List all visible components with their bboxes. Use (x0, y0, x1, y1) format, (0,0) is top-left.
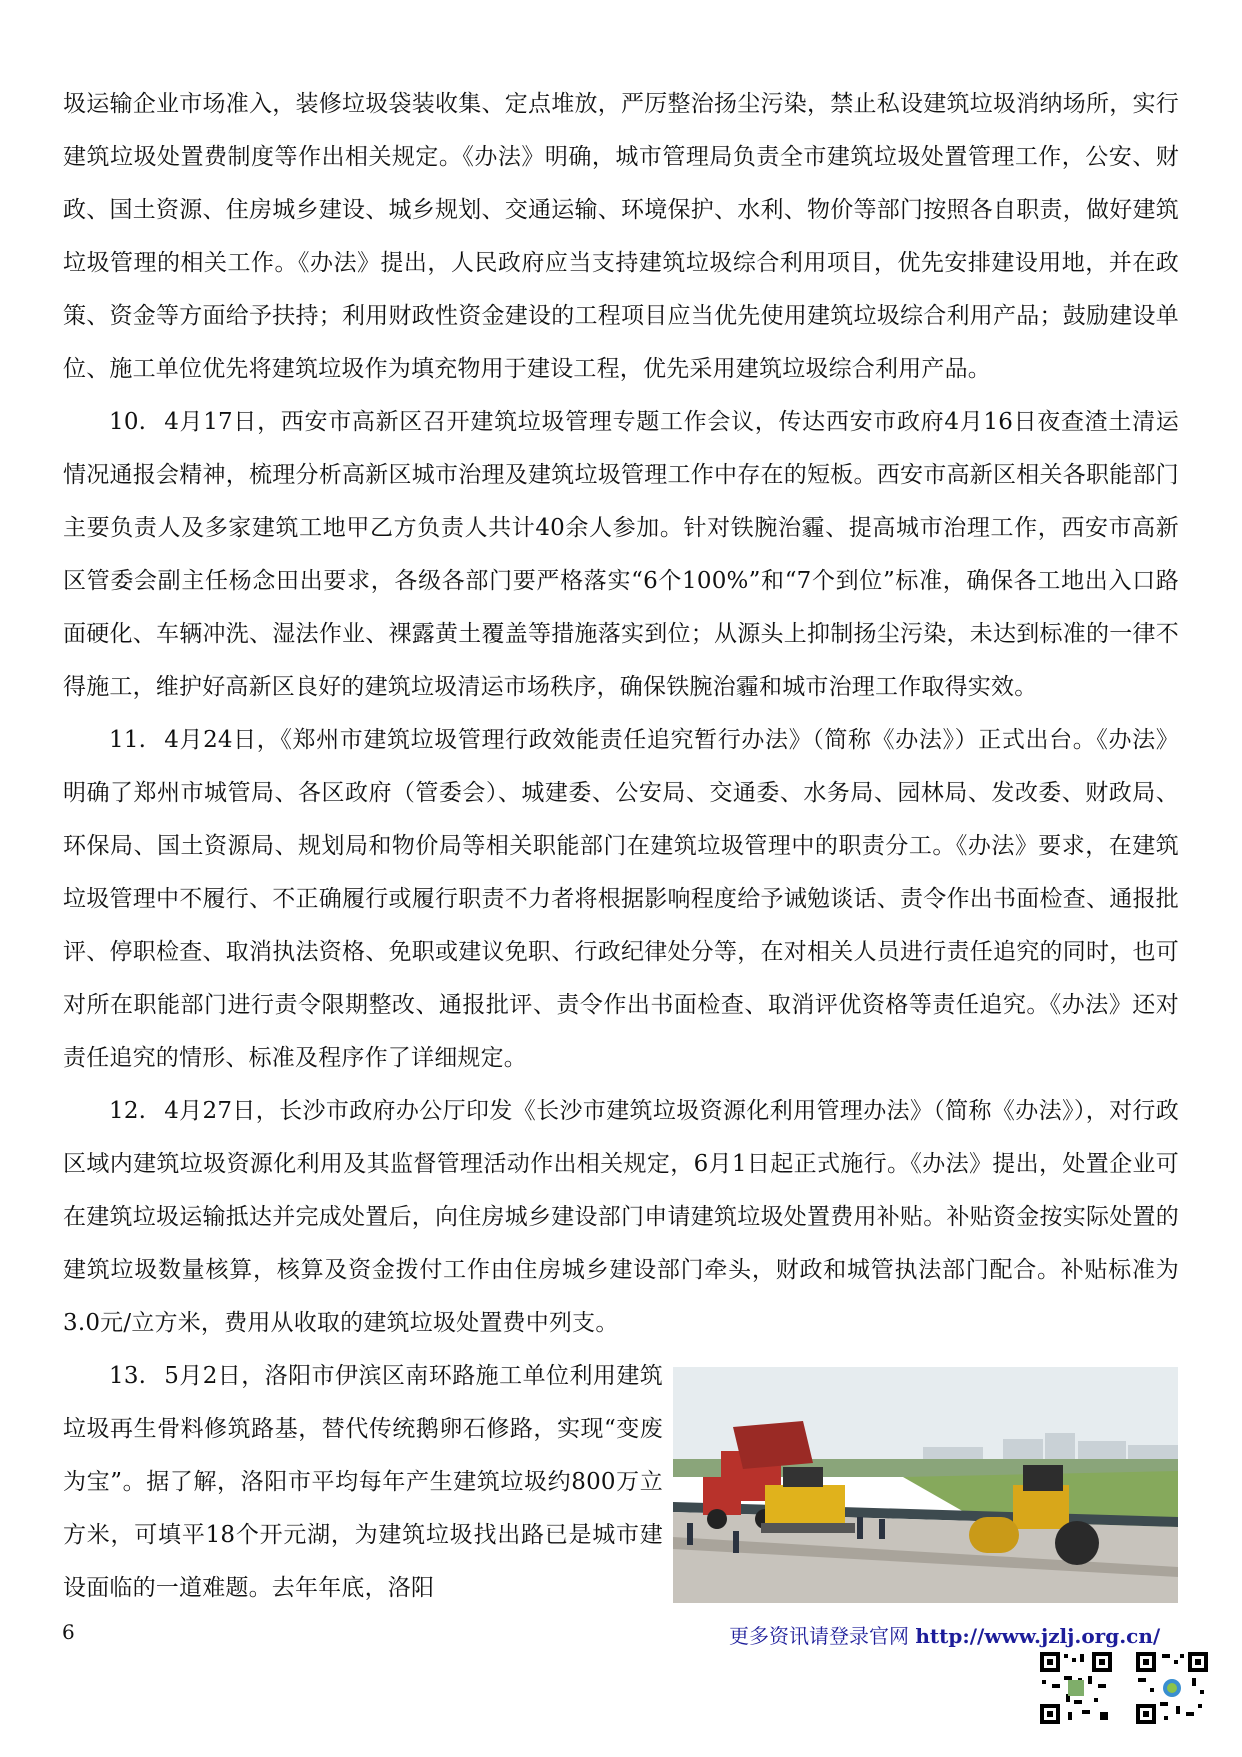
qr-code-icon (1134, 1650, 1210, 1726)
paragraph-13 (63, 1350, 663, 1615)
paragraph-number: 10. (109, 409, 147, 435)
paragraph-text: 4月24日，《郑州市建筑垃圾管理行政效能责任追究暂行办法》（简称《办法》）正式出台。《办法》明确了郑州市城管局、各区政府（管委会）、城建委、公安局、交通委、水务局、园林局、发改委、财政局、环保局、国土资源局、规划局和物价局等相关职能部门在建筑垃圾管理中的职责分工。《办法》要求，在建筑垃圾管理中不履行、不正确履行或履行职责不力者将根据影响程度给予诫勉谈话、责令作出书面检查、通报批评、停职检查、取消执法资格、免职或建议免职、行政纪律处分等，在对相关人员进行责任追究的同时，也可对所在职能部门进行责令限期整改、通报批评、责令作出书面检查、取消评优资格等责任追究。《办法》还对责任追究的情形、标准及程序作了详细规定。 (63, 727, 1179, 1071)
paragraph-number: 11. (109, 727, 147, 753)
paragraph-11 (63, 714, 1179, 1085)
footer-url[interactable]: http://www.jzlj.org.cn/ (915, 1624, 1161, 1648)
paragraph-text: 5月2日，洛阳市伊滨区南环路施工单位利用建筑垃圾再生骨料修筑路基，替代传统鹅卵石修路，实现“变废为宝”。据了解，洛阳市平均每年产生建筑垃圾约800万立方米，可填平18个开元湖，为建筑垃圾找出路已是城市建设面临的一道难题。去年年底，洛阳 (63, 1363, 663, 1601)
paragraph-text: 4月17日，西安市高新区召开建筑垃圾管理专题工作会议，传达西安市政府4月16日夜查渣土清运情况通报会精神，梳理分析高新区城市治理及建筑垃圾管理工作中存在的短板。西安市高新区相关各职能部门主要负责人及多家建筑工地甲乙方负责人共计40余人参加。针对铁腕治霾、提高城市治理工作，西安市高新区管委会副主任杨念田出要求，各级各部门要严格落实“6个100%”和“7个到位”标准，确保各工地出入口路面硬化、车辆冲洗、湿法作业、裸露黄土覆盖等措施落实到位；从源头上抑制扬尘污染，未达到标准的一律不得施工，维护好高新区良好的建筑垃圾清运市场秩序，确保铁腕治霾和城市治理工作取得实效。 (63, 409, 1179, 700)
paragraph-13-wrap (63, 1350, 663, 1615)
paragraph-number: 12. (109, 1098, 147, 1124)
qr-code-icon (1038, 1650, 1114, 1726)
paragraph-9-continuation: 圾运输企业市场准入，装修垃圾袋装收集、定点堆放，严厉整治扬尘污染，禁止私设建筑垃圾消纳场所，实行建筑垃圾处置费制度等作出相关规定。《办法》明确，城市管理局负责全市建筑垃圾处置管理工作，公安、财政、国土资源、住房城乡建设、城乡规划、交通运输、环境保护、水利、物价等部门按照各自职责，做好建筑垃圾管理的相关工作。《办法》提出，人民政府应当支持建筑垃圾综合利用项目，优先安排建设用地，并在政策、资金等方面给予扶持；利用财政性资金建设的工程项目应当优先使用建筑垃圾综合利用产品；鼓励建设单位、施工单位优先将建筑垃圾作为填充物用于建设工程，优先采用建筑垃圾综合利用产品。 (63, 91, 1179, 382)
paragraph-number: 13. (109, 1363, 147, 1389)
footer-website-link[interactable] (729, 1620, 1160, 1649)
paragraph-text: 4月27日，长沙市政府办公厅印发《长沙市建筑垃圾资源化利用管理办法》（简称《办法》），对行政区域内建筑垃圾资源化利用及其监督管理活动作出相关规定，6月1日起正式施行。《办法》提出，处置企业可在建筑垃圾运输抵达并完成处置后，向住房城乡建设部门申请建筑垃圾处置费用补贴。补贴资金按实际处置的建筑垃圾数量核算，核算及资金拨付工作由住房城乡建设部门牵头，财政和城管执法部门配合。补贴标准为3.0元/立方米，费用从收取的建筑垃圾处置费中列支。 (63, 1098, 1179, 1336)
paragraph-10 (63, 396, 1179, 714)
road-construction-photo (673, 1367, 1178, 1603)
page-number: 6 (62, 1620, 75, 1644)
paragraph-12 (63, 1085, 1179, 1350)
footer-link-prefix: 更多资讯请登录官网 (729, 1624, 909, 1648)
